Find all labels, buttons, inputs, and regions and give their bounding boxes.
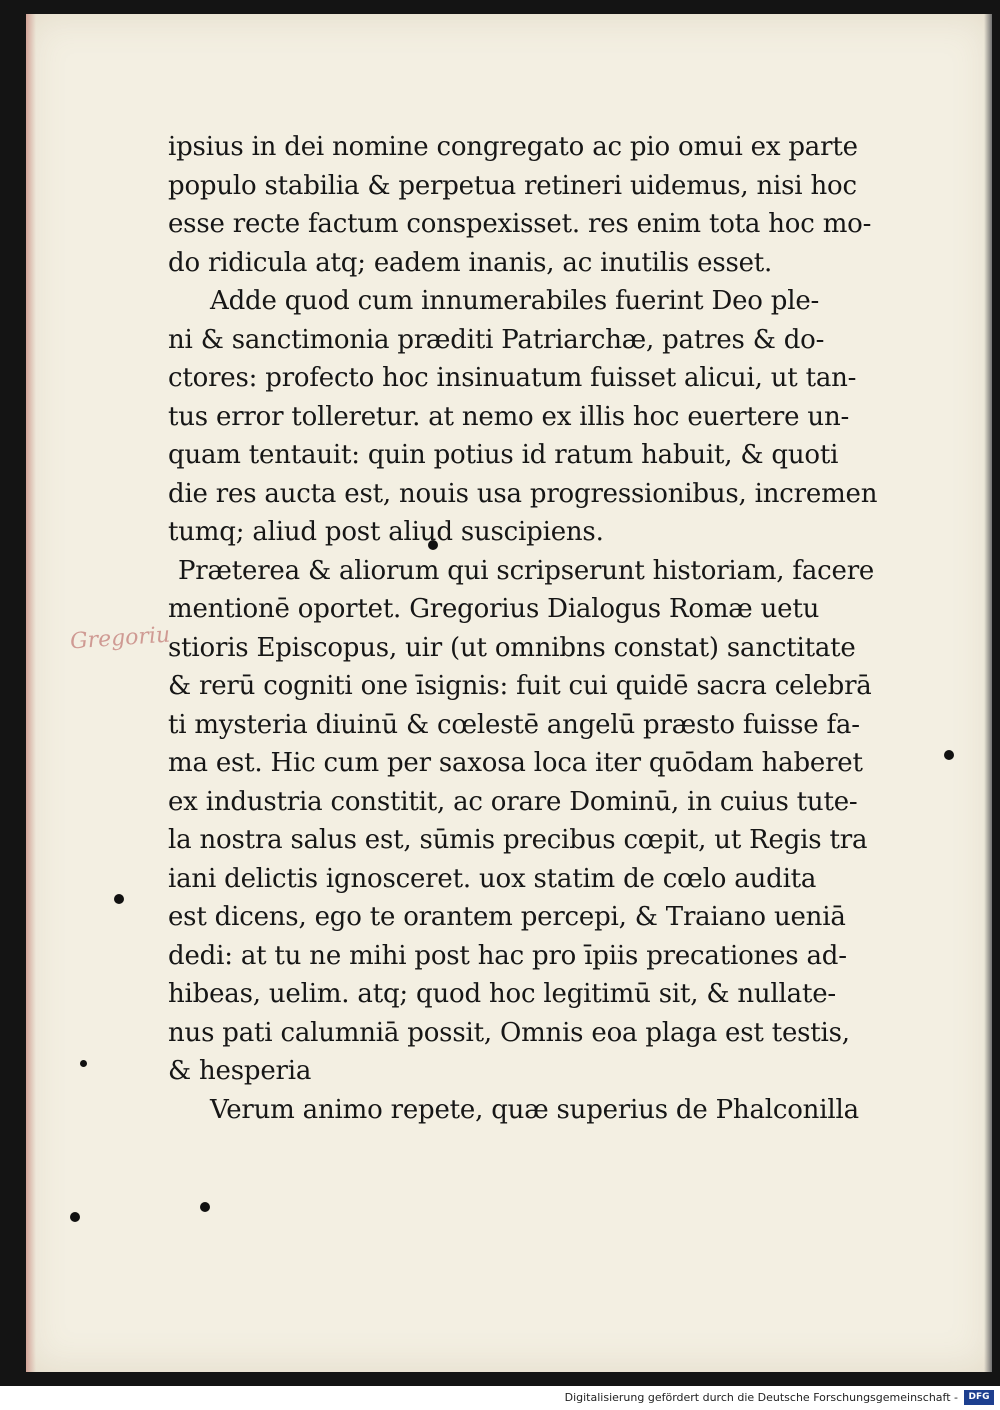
- text-line: do ridicula atq; eadem inanis, ac inutilis esset.: [168, 247, 773, 278]
- text-line: & rerū cogniti one īsignis: fuit cui quidē sacra celebrā: [168, 671, 872, 701]
- text-line: populo stabilia & perpetua retineri uidemus, nisi hoc: [168, 170, 857, 201]
- text-line: ctores: profecto hoc insinuatum fuisset alicui, ut tan-: [168, 363, 857, 393]
- page-edge-left: [26, 14, 36, 1372]
- marginal-note: Gregoriu: [69, 622, 171, 655]
- footer-bar: [0, 1386, 1000, 1410]
- text-line: stioris Episcopus, uir (ut omnibns constat) sanctitate: [168, 632, 856, 663]
- text-line: nus pati calumniā possit, Omnis eoa plaga est testis,: [168, 1017, 850, 1048]
- text-line: est dicens, ego te orantem percepi, & Traiano ueniā: [168, 902, 846, 932]
- ink-spot: [944, 750, 954, 760]
- ink-spot: [114, 894, 124, 904]
- text-line: la nostra salus est, sūmis precibus cœpit, ut Regis tra: [168, 825, 868, 855]
- text-line: & hesperia: [168, 1056, 312, 1086]
- text-line: hibeas, uelim. atq; quod hoc legitimū sit, & nullate-: [168, 979, 836, 1009]
- ink-spot: [80, 1060, 87, 1067]
- text-line: ti mysteria diuinū & cœlestē angelū præsto fuisse fa-: [168, 709, 860, 740]
- text-line: iani delictis ignosceret. uox statim de cœlo audita: [168, 863, 817, 894]
- text-line: ni & sanctimonia præditi Patriarchæ, patres & do-: [168, 324, 825, 355]
- text-block: [168, 128, 938, 1129]
- dfg-logo: DFG: [964, 1390, 994, 1405]
- text-line: ex industria constitit, ac orare Dominū, in cuius tute-: [168, 786, 858, 817]
- page-edge-right: [984, 14, 992, 1372]
- ink-spot: [70, 1212, 80, 1222]
- text-line: mentionē oportet. Gregorius Dialogus Romæ uetu: [168, 594, 820, 624]
- text-line: quam tentauit: quin potius id ratum habuit, & quoti: [168, 440, 839, 470]
- text-line: ipsius in dei nomine congregato ac pio omui ex parte: [168, 132, 858, 162]
- text-line: dedi: at tu ne mihi post hac pro īpiis precationes ad-: [168, 940, 847, 971]
- text-line: esse recte factum conspexisset. res enim tota hoc mo-: [168, 209, 872, 239]
- text-line: die res aucta est, nouis usa progressionibus, incremen: [168, 478, 878, 509]
- footer-credit: Digitalisierung gefördert durch die Deutsche Forschungsgemeinschaft -: [564, 1391, 958, 1404]
- ink-spot: [200, 1202, 210, 1212]
- text-line: tumq; aliud post aliud suscipiens.: [168, 517, 604, 547]
- text-line: Præterea & aliorum qui scripserunt historiam, facere: [178, 555, 875, 586]
- text-line: tus error tolleretur. at nemo ex illis hoc euertere un-: [168, 401, 850, 432]
- text-line: Adde quod cum innumerabiles fuerint Deo ple-: [210, 286, 820, 316]
- text-line: ma est. Hic cum per saxosa loca iter quōdam haberet: [168, 748, 863, 778]
- text-line: Verum animo repete, quæ superius de Phalconilla: [210, 1094, 859, 1125]
